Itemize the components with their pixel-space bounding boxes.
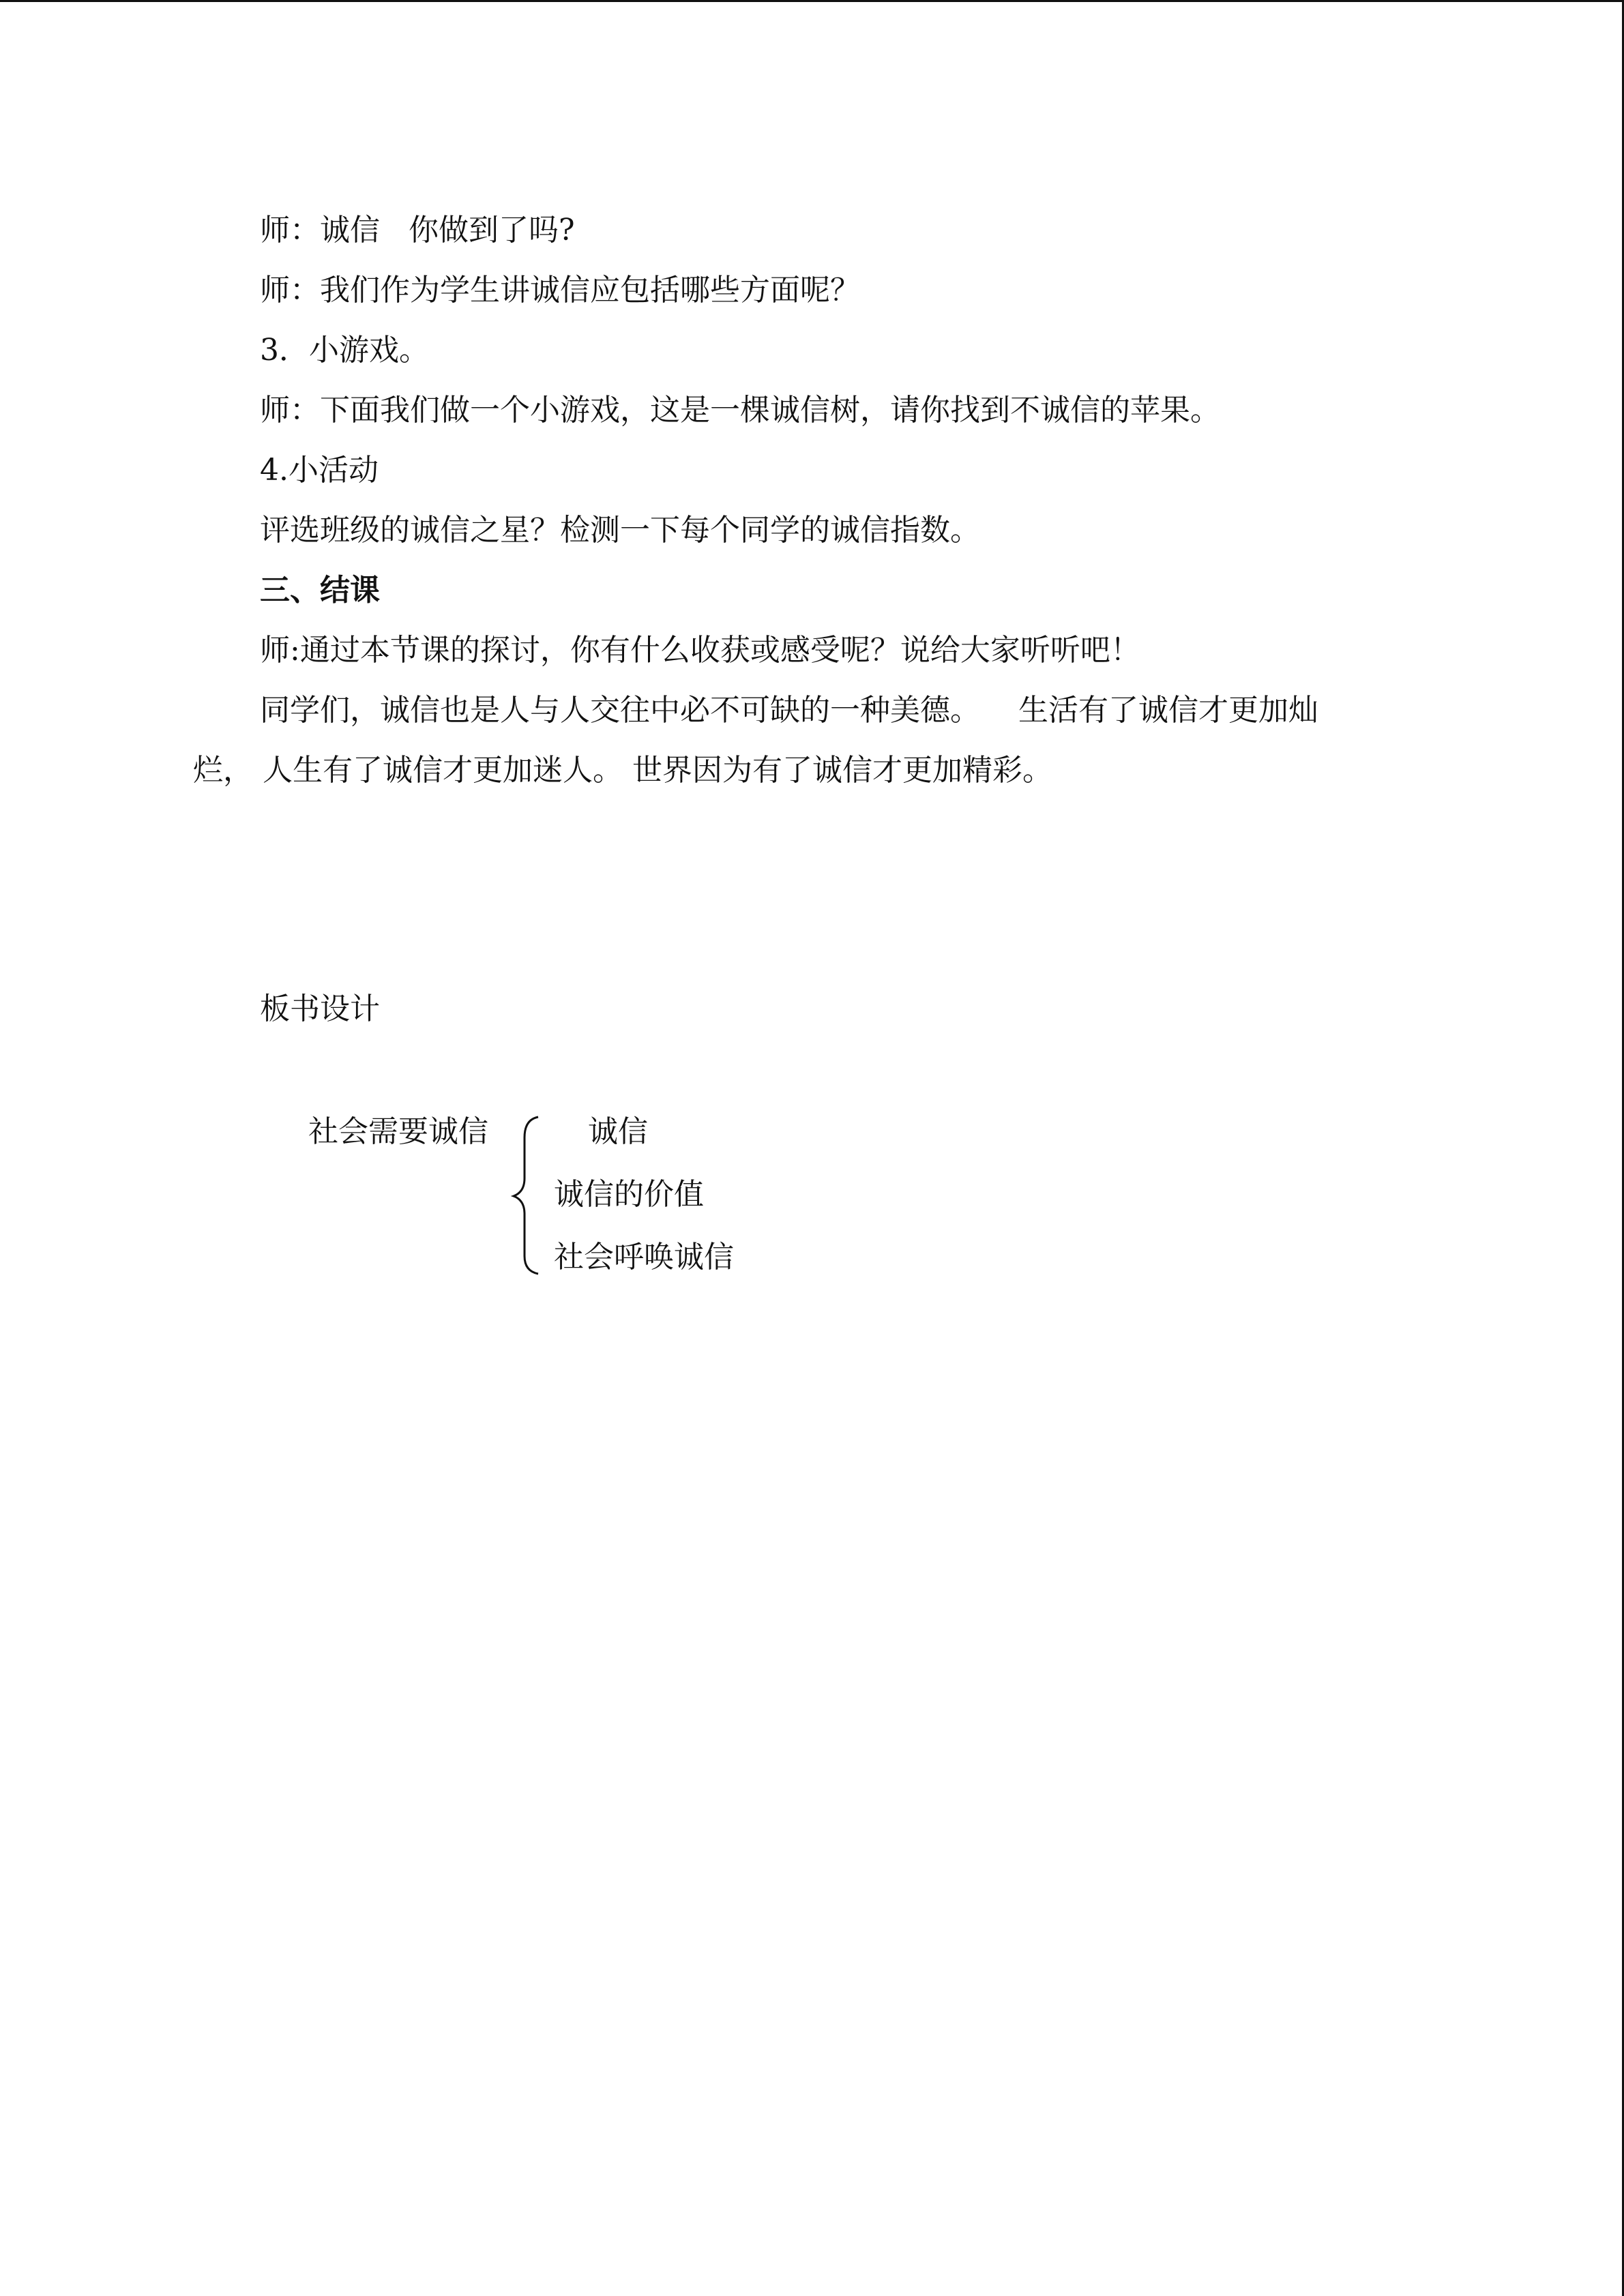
activity-line: 评选班级的诚信之星？检测一下每个同学的诚信指数。 bbox=[260, 513, 980, 548]
closing-paragraph-line-1: 同学们，诚信也是人与人交往中必不可缺的一种美德。 生活有了诚信才更加灿 bbox=[260, 693, 1318, 728]
board-branch-3: 社会呼唤诚信 bbox=[554, 1240, 734, 1274]
step-3-heading: 3．小游戏。 bbox=[260, 333, 429, 368]
page-top-border bbox=[0, 0, 1624, 2]
board-branch-1: 诚信 bbox=[588, 1114, 648, 1149]
teacher-line-2: 师：我们作为学生讲诚信应包括哪些方面呢？ bbox=[260, 273, 860, 308]
section-3-heading: 三、结课 bbox=[260, 573, 380, 608]
teacher-line-1: 师：诚信 你做到了吗? bbox=[260, 213, 575, 248]
curly-brace-icon bbox=[508, 1113, 542, 1277]
step-4-heading: 4.小活动 bbox=[260, 453, 379, 488]
teacher-line-3: 师：下面我们做一个小游戏，这是一棵诚信树，请你找到不诚信的苹果。 bbox=[260, 393, 1220, 428]
board-design-heading: 板书设计 bbox=[260, 992, 380, 1026]
board-branch-2: 诚信的价值 bbox=[554, 1177, 704, 1212]
closing-paragraph-line-2: 烂， 人生有了诚信才更加迷人。 世界因为有了诚信才更加精彩。 bbox=[193, 753, 1052, 788]
teacher-line-4: 师:通过本节课的探讨，你有什么收获或感受呢？说给大家听听吧！ bbox=[260, 633, 1140, 668]
board-root-label: 社会需要诚信 bbox=[308, 1114, 488, 1149]
